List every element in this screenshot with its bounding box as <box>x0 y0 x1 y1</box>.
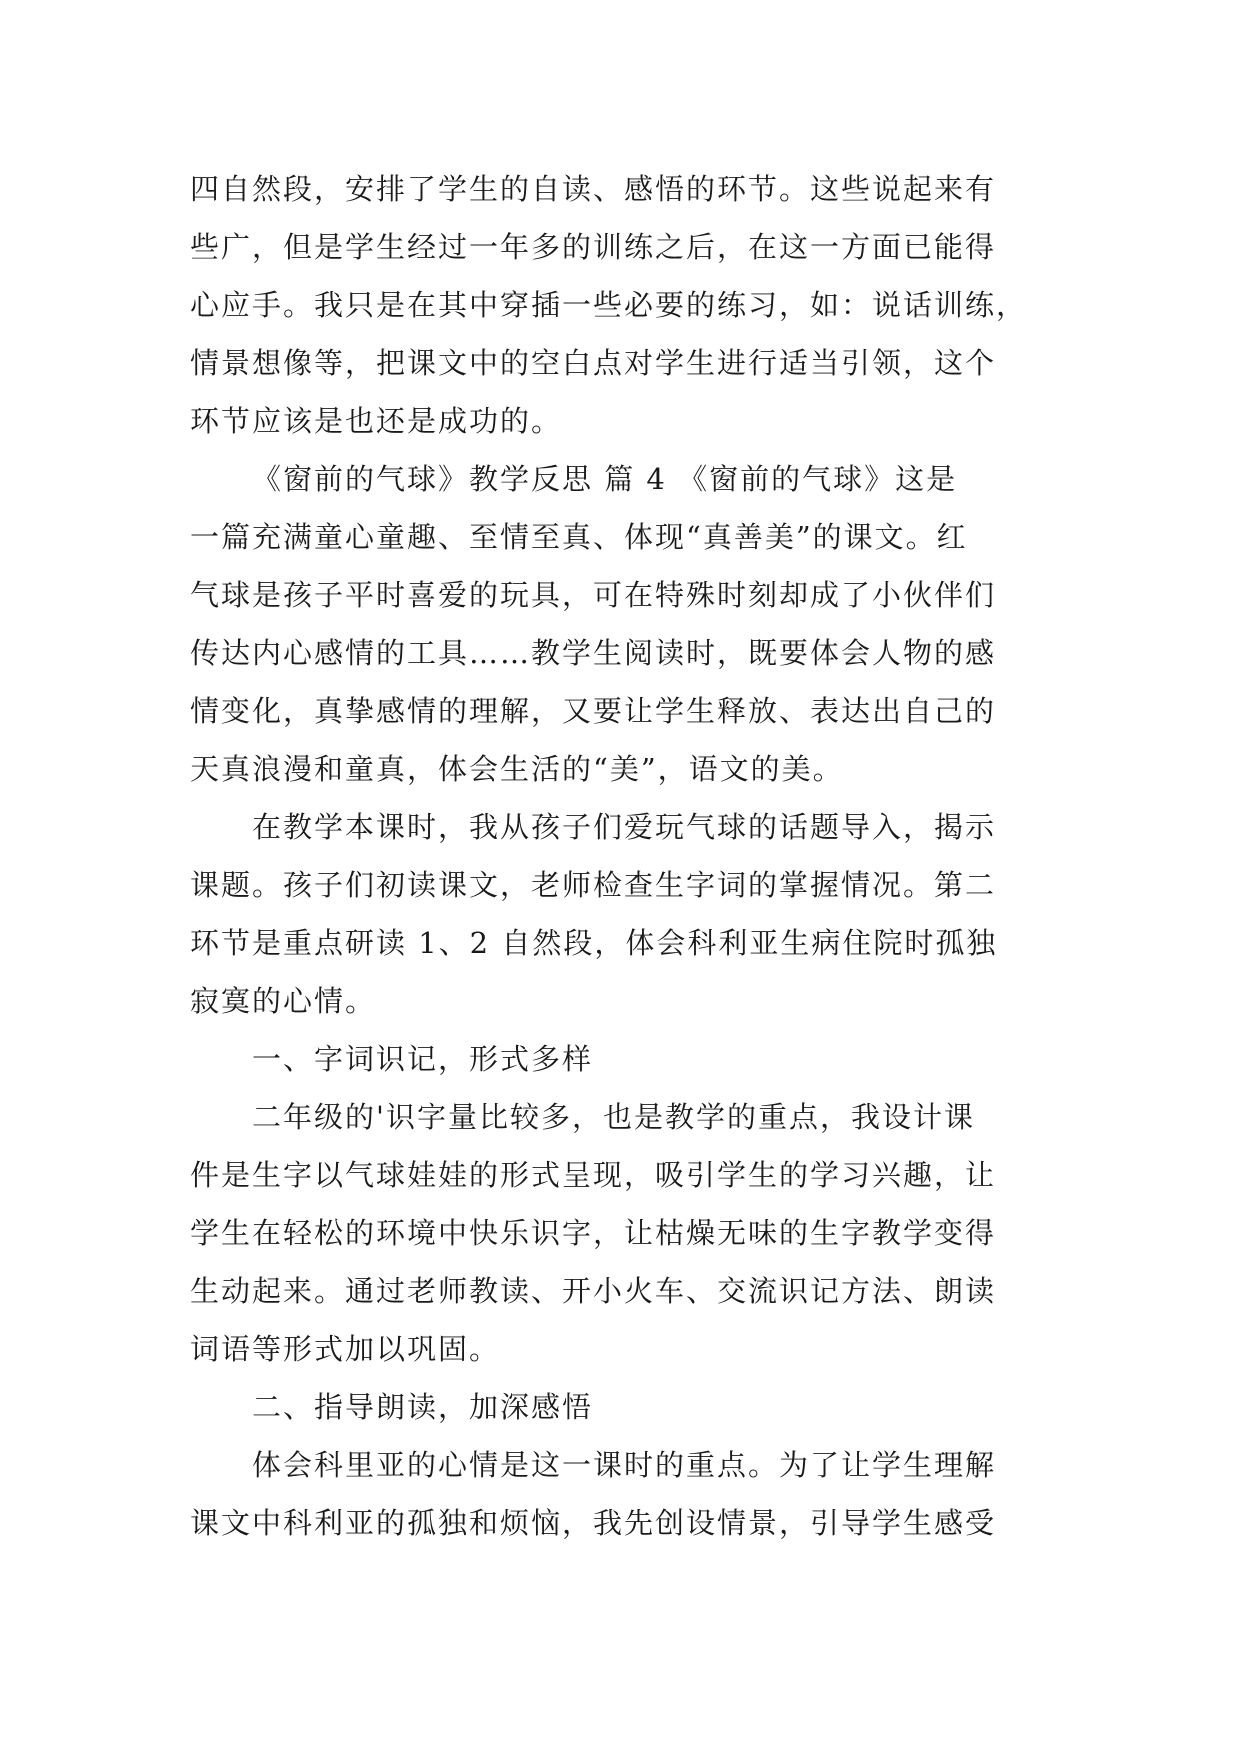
text-line: 些广，但是学生经过一年多的训练之后，在这一方面已能得 <box>190 230 997 264</box>
text-line: 情变化，真挚感情的理解，又要让学生释放、表达出自己的 <box>190 694 997 728</box>
text-line: 环节是重点研读 1、2 自然段，体会科利亚生病住院时孤独 <box>190 926 998 960</box>
text-line: 《窗前的气球》教学反思 篇 4 《窗前的气球》这是 <box>252 462 958 496</box>
text-line: 情景想像等，把课文中的空白点对学生进行适当引领，这个 <box>190 346 997 380</box>
text-line: 环节应该是也还是成功的。 <box>190 404 563 438</box>
text-line: 气球是孩子平时喜爱的玩具，可在特殊时刻却成了小伙伴们 <box>190 578 997 612</box>
text-line: 四自然段，安排了学生的自读、感悟的环节。这些说起来有 <box>190 172 997 206</box>
text-line: 在教学本课时，我从孩子们爱玩气球的话题导入，揭示 <box>252 810 997 844</box>
text-line: 一、字词识记，形式多样 <box>252 1042 594 1076</box>
text-line: 课题。孩子们初读课文，老师检查生字词的掌握情况。第二 <box>190 868 997 902</box>
text-line: 体会科里亚的心情是这一课时的重点。为了让学生理解 <box>252 1448 997 1482</box>
document-body <box>190 160 1050 1552</box>
text-line: 一篇充满童心童趣、至情至真、体现“真善美”的课文。红 <box>190 520 968 554</box>
text-line: 传达内心感情的工具……教学生阅读时，既要体会人物的感 <box>190 636 997 670</box>
text-line: 件是生字以气球娃娃的形式呈现，吸引学生的学习兴趣，让 <box>190 1158 997 1192</box>
text-line: 二、指导朗读，加深感悟 <box>252 1390 594 1424</box>
text-line: 课文中科利亚的孤独和烦恼，我先创设情景，引导学生感受 <box>190 1506 997 1540</box>
text-line: 生动起来。通过老师教读、开小火车、交流识记方法、朗读 <box>190 1274 997 1308</box>
text-line: 天真浪漫和童真，体会生活的“美”，语文的美。 <box>190 752 844 786</box>
text-line: 学生在轻松的环境中快乐识字，让枯燥无味的生字教学变得 <box>190 1216 997 1250</box>
text-line: 词语等形式加以巩固。 <box>190 1332 501 1366</box>
text-line: 寂寞的心情。 <box>190 984 377 1018</box>
text-line: 心应手。我只是在其中穿插一些必要的练习，如：说话训练， <box>190 288 1028 322</box>
text-line: 二年级的'识字量比较多，也是教学的重点，我设计课 <box>252 1100 975 1134</box>
